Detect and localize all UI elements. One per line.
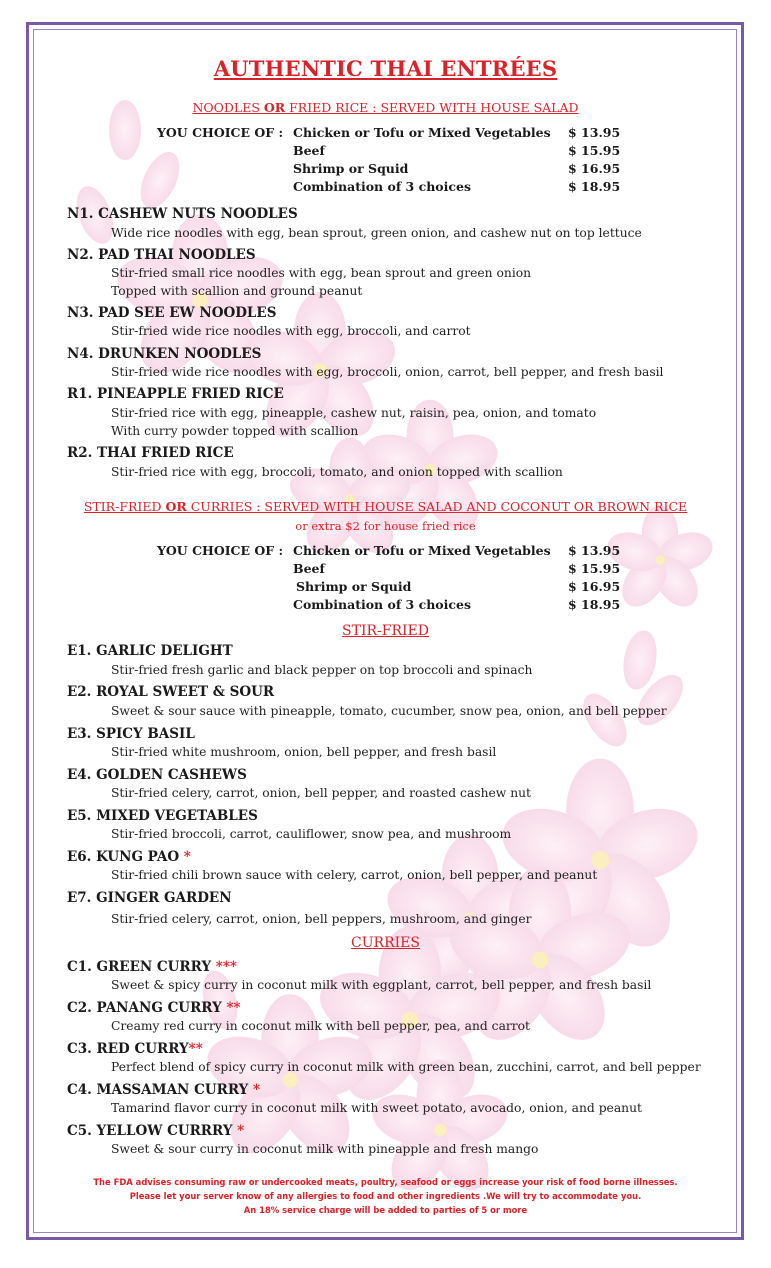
stirfried-category-label: STIR-FRIED [342,623,429,639]
menu-item-name: C5. YELLOW CURRRY * [67,1123,245,1139]
menu-item-description: Stir-fried rice with egg, broccoli, tomato, and onion topped with scallion [111,465,563,479]
menu-item-name: N3. PAD SEE EW NOODLES [67,305,277,321]
menu-item-description: Sweet & spicy curry in coconut milk with eggplant, carrot, bell pepper, and fresh basil [111,978,652,992]
menu-item-description: Stir-fried wide rice noodles with egg, broccoli, and carrot [111,324,471,338]
menu-item-description: Sweet & sour curry in coconut milk with pineapple and fresh mango [111,1142,539,1156]
stirfry-choice-price: $ 15.95 [568,561,621,576]
noodles-choice-name: Chicken or Tofu or Mixed Vegetables [293,125,551,140]
menu-item-description: Stir-fried rice with egg, pineapple, cashew nut, raisin, pea, onion, and tomato [111,406,597,420]
menu-item-name: E1. GARLIC DELIGHT [67,643,233,659]
menu-item-name: E2. ROYAL SWEET & SOUR [67,684,275,700]
noodles-choice-name: Beef [293,143,325,158]
menu-item-name: R2. THAI FRIED RICE [67,445,234,461]
menu-item-name: E7. GINGER GARDEN [67,890,232,906]
noodles-choice-label: YOU CHOICE OF : [157,125,284,140]
menu-item-description: Stir-fried white mushroom, onion, bell pepper, and fresh basil [111,745,497,759]
noodles-choice-price: $ 18.95 [568,179,621,194]
menu-item-name: N1. CASHEW NUTS NOODLES [67,206,298,222]
stirfry-choice-price: $ 16.95 [568,579,621,594]
fda-advisory-note: The FDA advises consuming raw or undercooked meats, poultry, seafood or eggs increase your risk of food borne illnesses. [93,1177,678,1187]
menu-item-description: Stir-fried small rice noodles with egg, bean sprout and green onion [111,266,532,280]
menu-item-name: C3. RED CURRY** [67,1041,203,1057]
menu-item-description: With curry powder topped with scallion [111,424,359,438]
menu-item-name: N2. PAD THAI NOODLES [67,247,256,263]
menu-item-name: E6. KUNG PAO * [67,849,191,865]
stirfry-choice-name: Shrimp or Squid [296,579,412,594]
stirfry-section-subheading: or extra $2 for house fried rice [295,519,476,533]
stirfry-choice-name: Combination of 3 choices [293,597,471,612]
allergy-note: Please let your server know of any allergies to food and other ingredients .We will try to accommodate you. [129,1191,642,1201]
stirfry-choice-name: Chicken or Tofu or Mixed Vegetables [293,543,551,558]
noodles-choice-price: $ 13.95 [568,125,621,140]
page-title: AUTHENTIC THAI ENTRÉES [213,56,558,81]
menu-item-description: Creamy red curry in coconut milk with bell pepper, pea, and carrot [111,1019,531,1033]
menu-item-description: Stir-fried celery, carrot, onion, bell pepper, and roasted cashew nut [111,786,532,800]
menu-item-description: Sweet & sour sauce with pineapple, tomato, cucumber, snow pea, onion, and bell pepper [111,704,667,718]
noodles-choice-price: $ 16.95 [568,161,621,176]
menu-item-name: E4. GOLDEN CASHEWS [67,767,247,783]
menu-item-description: Wide rice noodles with egg, bean sprout, green onion, and cashew nut on top lettuce [111,226,642,240]
menu-item-description: Stir-fried celery, carrot, onion, bell peppers, mushroom, and ginger [111,912,532,926]
menu-item-description: Stir-fried chili brown sauce with celery, carrot, onion, bell pepper, and peanut [111,868,598,882]
menu-item-name: E5. MIXED VEGETABLES [67,808,258,824]
noodles-section-heading: NOODLES OR FRIED RICE : SERVED WITH HOUSE SALAD [192,100,579,115]
noodles-choice-name: Combination of 3 choices [293,179,471,194]
stirfry-section-heading: STIR-FRIED OR CURRIES : SERVED WITH HOUSE SALAD AND COCONUT OR BROWN RICE [83,499,688,514]
menu-item-description: Stir-fried fresh garlic and black pepper on top broccoli and spinach [111,663,533,677]
stirfry-choice-label: YOU CHOICE OF : [157,543,284,558]
menu-item-description: Tamarind flavor curry in coconut milk with sweet potato, avocado, onion, and peanut [111,1101,642,1115]
menu-item-description: Perfect blend of spicy curry in coconut milk with green bean, zucchini, carrot, and bell pepper [111,1060,701,1074]
menu-item-name: C2. PANANG CURRY ** [67,1000,241,1016]
service-charge-note: An 18% service charge will be added to parties of 5 or more [243,1205,528,1215]
menu-item-name: R1. PINEAPPLE FRIED RICE [67,386,284,402]
menu-item-name: N4. DRUNKEN NOODLES [67,346,262,362]
curries-category-label: CURRIES [351,935,420,951]
stirfry-choice-price: $ 13.95 [568,543,621,558]
menu-item-description: Stir-fried wide rice noodles with egg, broccoli, onion, carrot, bell pepper, and fresh basil [111,365,664,379]
menu-item-name: E3. SPICY BASIL [67,726,195,742]
stirfry-choice-price: $ 18.95 [568,597,621,612]
menu-item-description: Stir-fried broccoli, carrot, cauliflower, snow pea, and mushroom [111,827,512,841]
noodles-choice-name: Shrimp or Squid [293,161,409,176]
menu-item-name: C4. MASSAMAN CURRY * [67,1082,261,1098]
noodles-choice-price: $ 15.95 [568,143,621,158]
menu-item-description: Topped with scallion and ground peanut [111,284,363,298]
menu-item-name: C1. GREEN CURRY *** [67,959,237,975]
stirfry-choice-name: Beef [293,561,325,576]
